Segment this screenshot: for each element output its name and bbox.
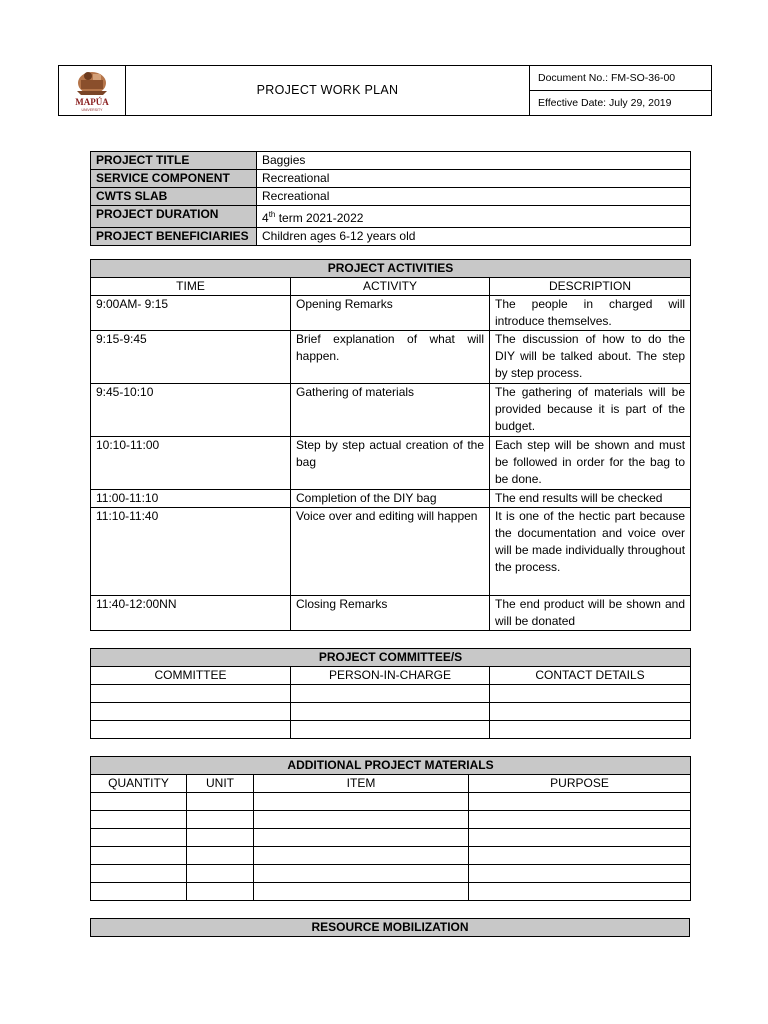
info-row bbox=[91, 152, 691, 170]
effective-date: Effective Date: July 29, 2019 bbox=[530, 91, 712, 116]
column-header-purpose: PURPOSE bbox=[469, 775, 691, 793]
activity-name: Gathering of materials bbox=[291, 384, 490, 437]
activity-name: Completion of the DIY bag bbox=[291, 490, 490, 508]
activity-name: Step by step actual creation of the bag bbox=[291, 437, 490, 490]
material-row bbox=[91, 829, 691, 847]
resource-mobilization-title: RESOURCE MOBILIZATION bbox=[91, 919, 690, 937]
committee-cell bbox=[91, 721, 291, 739]
item-cell bbox=[254, 829, 469, 847]
material-row bbox=[91, 847, 691, 865]
committee-row bbox=[91, 721, 691, 739]
activity-description: The end results will be checked bbox=[490, 490, 691, 508]
material-row bbox=[91, 811, 691, 829]
materials-title: ADDITIONAL PROJECT MATERIALS bbox=[91, 757, 691, 775]
logo-cell bbox=[59, 66, 126, 116]
quantity-cell bbox=[91, 883, 187, 901]
item-cell bbox=[254, 865, 469, 883]
unit-cell bbox=[187, 793, 254, 811]
purpose-cell bbox=[469, 811, 691, 829]
purpose-cell bbox=[469, 847, 691, 865]
activity-time: 11:10-11:40 bbox=[91, 508, 291, 596]
activity-row bbox=[91, 331, 691, 384]
purpose-cell bbox=[469, 829, 691, 847]
info-row bbox=[91, 170, 691, 188]
activity-description: The people in charged will introduce themselves. bbox=[490, 296, 691, 331]
committee-row bbox=[91, 685, 691, 703]
project-info-table bbox=[90, 151, 691, 246]
term-ordinal: 4 bbox=[262, 211, 269, 225]
activity-row bbox=[91, 437, 691, 490]
contact-cell bbox=[490, 703, 691, 721]
activity-name: Closing Remarks bbox=[291, 596, 490, 631]
page-title: PROJECT WORK PLAN bbox=[126, 66, 530, 116]
committee-table bbox=[90, 648, 691, 739]
document-number: Document No.: FM-SO-36-00 bbox=[530, 66, 712, 91]
materials-table bbox=[90, 756, 691, 901]
info-label: SERVICE COMPONENT bbox=[91, 170, 257, 188]
seal-icon bbox=[59, 66, 125, 115]
committee-row bbox=[91, 703, 691, 721]
info-value: Recreational bbox=[257, 188, 691, 206]
purpose-cell bbox=[469, 865, 691, 883]
activity-name: Opening Remarks bbox=[291, 296, 490, 331]
resource-mobilization-table bbox=[90, 918, 690, 937]
column-header-quantity: QUANTITY bbox=[91, 775, 187, 793]
activity-description: It is one of the hectic part because the documentation and voice over will be made individually throughout the process. bbox=[490, 508, 691, 596]
activity-time: 10:10-11:00 bbox=[91, 437, 291, 490]
info-value: Children ages 6-12 years old bbox=[257, 228, 691, 246]
document-header bbox=[58, 65, 712, 116]
activity-time: 9:45-10:10 bbox=[91, 384, 291, 437]
column-header-description: DESCRIPTION bbox=[490, 278, 691, 296]
activity-time: 9:15-9:45 bbox=[91, 331, 291, 384]
info-value bbox=[257, 206, 691, 228]
person-cell bbox=[291, 703, 490, 721]
activity-name: Voice over and editing will happen bbox=[291, 508, 490, 596]
unit-cell bbox=[187, 883, 254, 901]
column-header-activity: ACTIVITY bbox=[291, 278, 490, 296]
unit-cell bbox=[187, 829, 254, 847]
university-logo bbox=[59, 66, 125, 115]
info-label: PROJECT DURATION bbox=[91, 206, 257, 228]
info-row bbox=[91, 188, 691, 206]
activities-table bbox=[90, 259, 691, 631]
column-header-item: ITEM bbox=[254, 775, 469, 793]
column-header-time: TIME bbox=[91, 278, 291, 296]
info-row bbox=[91, 206, 691, 228]
term-ordinal-suffix: th bbox=[268, 210, 276, 219]
item-cell bbox=[254, 811, 469, 829]
person-cell bbox=[291, 685, 490, 703]
info-row bbox=[91, 228, 691, 246]
info-value: Baggies bbox=[257, 152, 691, 170]
contact-cell bbox=[490, 685, 691, 703]
purpose-cell bbox=[469, 793, 691, 811]
person-cell bbox=[291, 721, 490, 739]
logo-subtext: UNIVERSITY bbox=[81, 108, 103, 112]
purpose-cell bbox=[469, 883, 691, 901]
quantity-cell bbox=[91, 829, 187, 847]
info-label: CWTS SLAB bbox=[91, 188, 257, 206]
activity-row bbox=[91, 508, 691, 596]
activity-time: 11:40-12:00NN bbox=[91, 596, 291, 631]
committee-title: PROJECT COMMITTEE/S bbox=[91, 649, 691, 667]
unit-cell bbox=[187, 847, 254, 865]
item-cell bbox=[254, 883, 469, 901]
material-row bbox=[91, 793, 691, 811]
activity-description: The discussion of how to do the DIY will be talked about. The step by step process. bbox=[490, 331, 691, 384]
info-label: PROJECT TITLE bbox=[91, 152, 257, 170]
info-value: Recreational bbox=[257, 170, 691, 188]
activity-row bbox=[91, 490, 691, 508]
committee-cell bbox=[91, 703, 291, 721]
item-cell bbox=[254, 847, 469, 865]
material-row bbox=[91, 883, 691, 901]
column-header-person-in-charge: PERSON-IN-CHARGE bbox=[291, 667, 490, 685]
committee-cell bbox=[91, 685, 291, 703]
activity-row bbox=[91, 296, 691, 331]
activity-name: Brief explanation of what will happen. bbox=[291, 331, 490, 384]
contact-cell bbox=[490, 721, 691, 739]
activity-row bbox=[91, 384, 691, 437]
unit-cell bbox=[187, 811, 254, 829]
column-header-unit: UNIT bbox=[187, 775, 254, 793]
activity-description: The gathering of materials will be provided because it is part of the budget. bbox=[490, 384, 691, 437]
info-label: PROJECT BENEFICIARIES bbox=[91, 228, 257, 246]
logo-text: MAPÚA bbox=[75, 97, 109, 107]
material-row bbox=[91, 865, 691, 883]
quantity-cell bbox=[91, 811, 187, 829]
unit-cell bbox=[187, 865, 254, 883]
quantity-cell bbox=[91, 847, 187, 865]
column-header-contact-details: CONTACT DETAILS bbox=[490, 667, 691, 685]
activity-description: The end product will be shown and will be donated bbox=[490, 596, 691, 631]
quantity-cell bbox=[91, 865, 187, 883]
activities-title: PROJECT ACTIVITIES bbox=[91, 260, 691, 278]
item-cell bbox=[254, 793, 469, 811]
activity-description: Each step will be shown and must be followed in order for the bag to be done. bbox=[490, 437, 691, 490]
quantity-cell bbox=[91, 793, 187, 811]
term-text: term 2021-2022 bbox=[278, 211, 364, 225]
activity-time: 9:00AM- 9:15 bbox=[91, 296, 291, 331]
activity-time: 11:00-11:10 bbox=[91, 490, 291, 508]
activity-row bbox=[91, 596, 691, 631]
column-header-committee: COMMITTEE bbox=[91, 667, 291, 685]
